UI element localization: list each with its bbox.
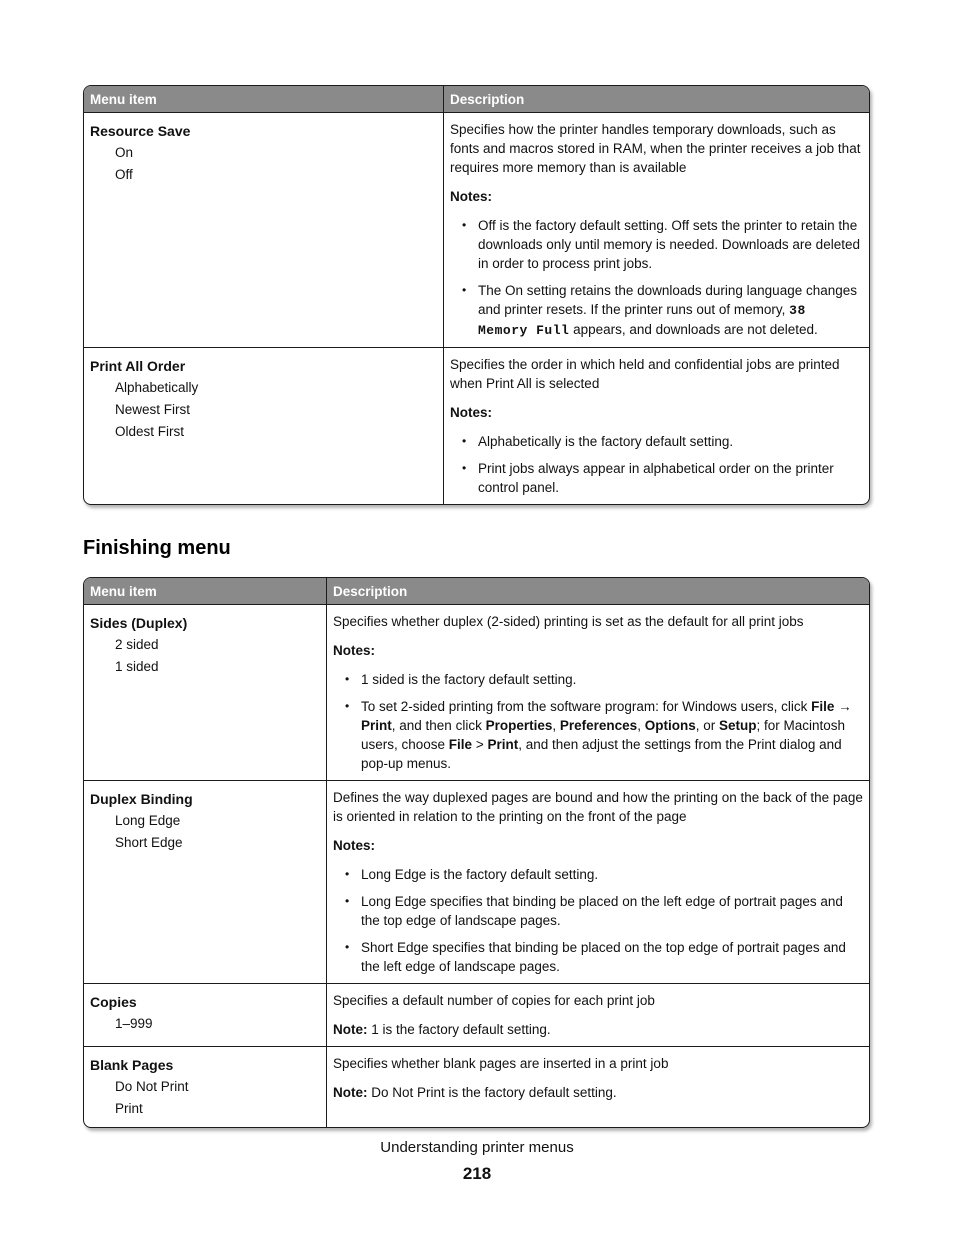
text-segment: Defines the way duplexed pages are bound and how the printing on the back of the page is oriented in relation to the printing on the front of the page (333, 790, 863, 824)
text-segment: Specifies whether blank pages are inserted in a print job (333, 1056, 669, 1071)
description-paragraph (333, 836, 863, 855)
bullet-text (361, 697, 863, 773)
text-segment: Note: (333, 1085, 368, 1100)
text-segment: , (552, 718, 560, 733)
menu-item-name: Sides (Duplex) (90, 615, 188, 631)
menu-item-column-header: Menu item (84, 578, 327, 605)
menu-item-cell (84, 605, 327, 781)
text-segment: Specifies how the printer handles temporary downloads, such as fonts and macros stored in RAM, when the printer receives a job that requires more memory than is available (450, 122, 861, 175)
bullet-icon: • (345, 867, 350, 881)
text-segment: 1 sided is the factory default setting. (361, 672, 577, 687)
menu-option: 2 sided (115, 637, 159, 652)
description-paragraph (450, 355, 863, 393)
table-header-row (84, 578, 869, 605)
description-paragraph (333, 991, 863, 1010)
description-cell (444, 113, 869, 348)
menu-option: Do Not Print (115, 1079, 189, 1094)
text-segment: , or (695, 718, 719, 733)
bullet-item (450, 432, 863, 451)
bullet-item (333, 670, 863, 689)
description-paragraph (450, 403, 863, 422)
text-segment: Properties (485, 718, 553, 733)
table-row (84, 1047, 869, 1127)
description-cell (444, 348, 869, 504)
text-segment: 1 is the factory default setting. (367, 1022, 551, 1037)
description-paragraph (333, 1020, 863, 1039)
bullet-text (361, 865, 863, 884)
menu-option: Short Edge (115, 835, 183, 850)
bullet-item (333, 938, 863, 976)
bullet-icon: • (345, 940, 350, 954)
description-paragraph (333, 1054, 863, 1073)
menu-option: Off (115, 167, 133, 182)
description-paragraph (450, 187, 863, 206)
text-segment: Long Edge is the factory default setting. (361, 867, 599, 882)
description-cell (327, 984, 869, 1047)
text-segment: Specifies a default number of copies for each print job (333, 993, 655, 1008)
menu-item-column-header: Menu item (84, 86, 444, 113)
text-segment: , and then adjust the settings from the Print dialog and pop-up menus. (361, 737, 842, 771)
text-segment: File (448, 737, 473, 752)
menu-option: 1 sided (115, 659, 159, 674)
print-settings-menu-table (83, 85, 870, 505)
table-row (84, 605, 869, 781)
menu-item-cell (84, 348, 444, 504)
bullet-icon: • (345, 894, 350, 908)
text-segment: Note: (333, 1022, 368, 1037)
text-segment: Setup (718, 718, 757, 733)
text-segment: To set 2-sided printing from the software program: for Windows users, click (361, 699, 812, 714)
text-segment: Alphabetically is the factory default setting. (478, 434, 734, 449)
footer-section-title: Understanding printer menus (380, 1139, 574, 1156)
text-segment: Specifies the order in which held and confidential jobs are printed when Print All is selected (450, 357, 840, 391)
text-segment: Specifies whether duplex (2-sided) printing is set as the default for all print jobs (333, 614, 804, 629)
text-segment: File → Print (361, 699, 852, 733)
text-segment: , (637, 718, 645, 733)
menu-item-cell (84, 1047, 327, 1127)
bullet-icon: • (462, 283, 467, 297)
text-segment: , and then click (391, 718, 486, 733)
menu-item-cell (84, 984, 327, 1047)
menu-option: 1–999 (115, 1016, 153, 1031)
table-row (84, 781, 869, 984)
bullet-text (478, 432, 863, 451)
bullet-icon: • (345, 672, 350, 686)
menu-item-name: Duplex Binding (90, 791, 193, 807)
menu-item-name: Resource Save (90, 123, 191, 139)
text-segment: appears, and downloads are not deleted. (569, 322, 818, 337)
description-cell (327, 1047, 869, 1127)
text-segment: The On setting retains the downloads during language changes and printer resets. If the printer runs out of memory, (478, 283, 858, 317)
bullet-item (450, 216, 863, 273)
text-segment: Print jobs always appear in alphabetical order on the printer control panel. (478, 461, 834, 495)
text-segment: Preferences (559, 718, 638, 733)
table-row (84, 348, 869, 504)
text-segment: Short Edge specifies that binding be placed on the top edge of portrait pages and the left edge of landscape pages. (361, 940, 846, 974)
description-paragraph (333, 788, 863, 826)
menu-option: Alphabetically (115, 380, 199, 395)
bullet-text (361, 892, 863, 930)
menu-item-cell (84, 113, 444, 348)
finishing-menu-heading: Finishing menu (83, 537, 231, 559)
bullet-icon: • (462, 218, 467, 232)
bullet-text (478, 216, 863, 273)
text-segment: > (472, 737, 488, 752)
menu-item-name: Print All Order (90, 358, 186, 374)
menu-item-name: Copies (90, 994, 137, 1010)
bullet-item (450, 281, 863, 340)
text-segment: ; for Macintosh users, choose (361, 718, 846, 752)
bullet-text (361, 670, 863, 689)
page-content (83, 85, 870, 1128)
footer-page-number: 218 (462, 1164, 492, 1183)
text-segment: Do Not Print is the factory default setting. (367, 1085, 617, 1100)
bullet-item (333, 865, 863, 884)
text-segment: Notes: (450, 405, 493, 420)
description-paragraph (333, 1083, 863, 1102)
menu-option: Oldest First (115, 424, 185, 439)
bullet-text (478, 459, 863, 497)
bullet-icon: • (462, 434, 467, 448)
text-segment: Notes: (333, 643, 376, 658)
description-paragraph (450, 120, 863, 177)
menu-item-cell (84, 781, 327, 984)
bullet-icon: • (345, 699, 350, 713)
text-segment: Print (487, 737, 519, 752)
bullet-item (450, 459, 863, 497)
description-cell (327, 605, 869, 781)
text-segment: Options (644, 718, 696, 733)
table-row (84, 113, 869, 348)
bullet-text (361, 938, 863, 976)
description-cell (327, 781, 869, 984)
menu-item-name: Blank Pages (90, 1057, 174, 1073)
table-row (84, 984, 869, 1047)
table-header-row (84, 86, 869, 113)
description-column-header: Description (327, 578, 869, 605)
text-segment: Notes: (333, 838, 376, 853)
description-paragraph (333, 641, 863, 660)
bullet-text (478, 281, 863, 340)
menu-option: Newest First (115, 402, 191, 417)
page-footer (0, 1139, 954, 1184)
menu-option: On (115, 145, 134, 160)
bullet-item (333, 892, 863, 930)
menu-option: Print (115, 1101, 143, 1116)
bullet-icon: • (462, 461, 467, 475)
text-segment: Long Edge specifies that binding be placed on the left edge of portrait pages and the top edge of landscape pages. (361, 894, 843, 928)
text-segment: Notes: (450, 189, 493, 204)
menu-option: Long Edge (115, 813, 181, 828)
finishing-menu-table (83, 577, 870, 1128)
bullet-item (333, 697, 863, 773)
description-paragraph (333, 612, 863, 631)
description-column-header: Description (444, 86, 869, 113)
text-segment: Off is the factory default setting. Off sets the printer to retain the downloads only until memory is needed. Downloads are deleted in order to process print jobs. (478, 218, 860, 271)
text-segment: 38 Memory Full (478, 303, 806, 338)
